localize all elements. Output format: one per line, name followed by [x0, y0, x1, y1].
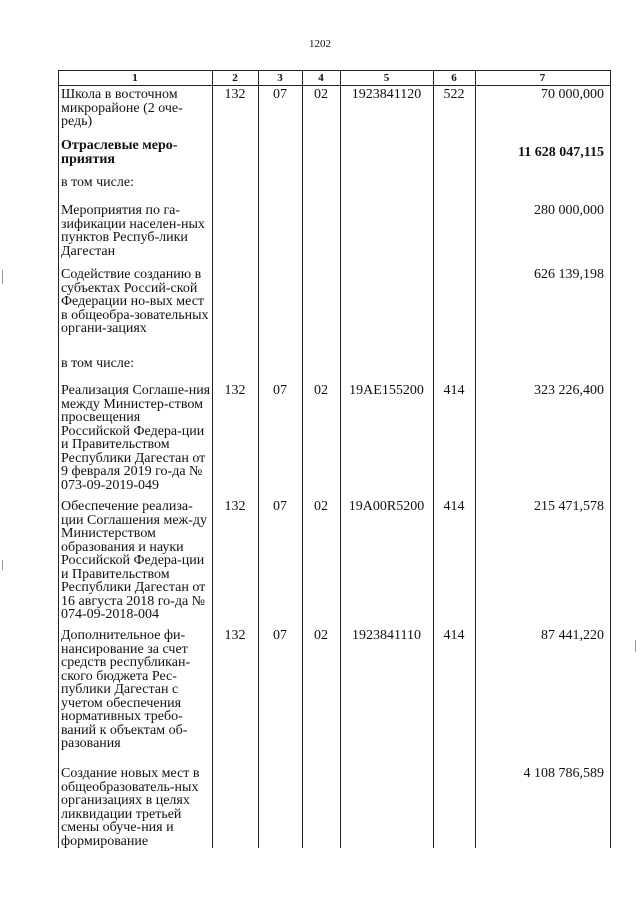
cell-code-3: 07: [273, 499, 287, 514]
column-border-left: [58, 70, 59, 848]
cell-amount: 215 471,578: [534, 499, 604, 514]
column-border: [212, 70, 213, 848]
column-border-right: [610, 70, 611, 848]
header-cell: 5: [383, 72, 390, 84]
cell-code-3: 07: [273, 383, 287, 398]
row-name-bold: Отраслевые меро-приятия: [61, 138, 178, 167]
page-number: 1202: [309, 38, 331, 50]
cell-amount: 87 441,220: [541, 628, 604, 643]
row-name: в том числе:: [61, 356, 134, 371]
cell-amount: 280 000,000: [534, 203, 604, 218]
column-border: [302, 70, 303, 848]
header-cell: 2: [232, 72, 238, 84]
row-name: в том числе:: [61, 175, 134, 190]
cell-code-5: 1923841110: [352, 628, 421, 643]
cell-amount: 11 628 047,115: [518, 145, 604, 160]
cell-code-5: 1923841120: [351, 87, 422, 102]
cell-amount: 626 139,198: [534, 267, 604, 282]
cell-code-5: 19АЕ155200: [349, 383, 424, 398]
cell-code-4: 02: [314, 628, 328, 643]
header-cell: 4: [318, 72, 324, 84]
row-name: Создание новых мест в общеобразователь-ных организациях в целях ликвидации третьей смены обуче-ния и формирование: [61, 766, 200, 849]
row-name: Содействие созданию в субъектах Россий-ской Федерации но-вых мест в общеобра-зовательных органи-зациях: [61, 267, 209, 336]
cell-code-2: 132: [224, 499, 246, 514]
cell-code-3: 07: [273, 87, 287, 102]
column-border: [433, 70, 434, 848]
row-name: Реализация Соглаше-ния между Министер-ством просвещения Российской Федера-ции и Правительством Республики Дагестан от 9 февраля 2019 го-да № 073-09-2019-049: [61, 383, 211, 493]
row-name: Дополнительное фи-нансирование за счет средств республикан-ского бюджета Рес-публики Дагестан с учетом обеспечения нормативных требо-ваний к объектам об-разования: [61, 628, 191, 751]
scan-mark: [635, 640, 636, 652]
row-name: Школа в восточном микрорайоне (2 оче-редь): [61, 87, 183, 129]
header-cell: 3: [277, 72, 283, 84]
cell-code-2: 132: [224, 383, 246, 398]
column-border: [258, 70, 259, 848]
cell-code-2: 132: [224, 628, 246, 643]
cell-amount: 323 226,400: [534, 383, 604, 398]
cell-code-2: 132: [224, 87, 246, 102]
header-cell: 6: [451, 72, 457, 84]
table-header-border: [58, 85, 610, 86]
cell-code-4: 02: [314, 87, 328, 102]
scan-mark: [2, 560, 3, 570]
cell-code-4: 02: [314, 383, 328, 398]
scan-mark: [2, 270, 3, 284]
row-name: Мероприятия по га-зификации населен-ных пунктов Респуб-лики Дагестан: [61, 203, 205, 259]
cell-code-6: 414: [443, 628, 465, 643]
column-border: [340, 70, 341, 848]
header-cell: 1: [132, 72, 138, 84]
cell-code-3: 07: [273, 628, 287, 643]
cell-code-5: 19А00R5200: [348, 499, 425, 514]
header-cell: 7: [539, 72, 546, 84]
cell-code-6: 414: [443, 499, 465, 514]
column-border: [475, 70, 476, 848]
cell-amount: 4 108 786,589: [523, 766, 604, 781]
cell-amount: 70 000,000: [541, 87, 604, 102]
cell-code-6: 522: [443, 87, 465, 102]
cell-code-6: 414: [443, 383, 465, 398]
row-name: Обеспечение реализа-ции Соглашения меж-ду Министерством образования и науки Российской Федера-ции и Правительством Республики Дагестан от 16 августа 2018 го-да № 074-09-2018-004: [61, 499, 207, 622]
cell-code-4: 02: [314, 499, 328, 514]
